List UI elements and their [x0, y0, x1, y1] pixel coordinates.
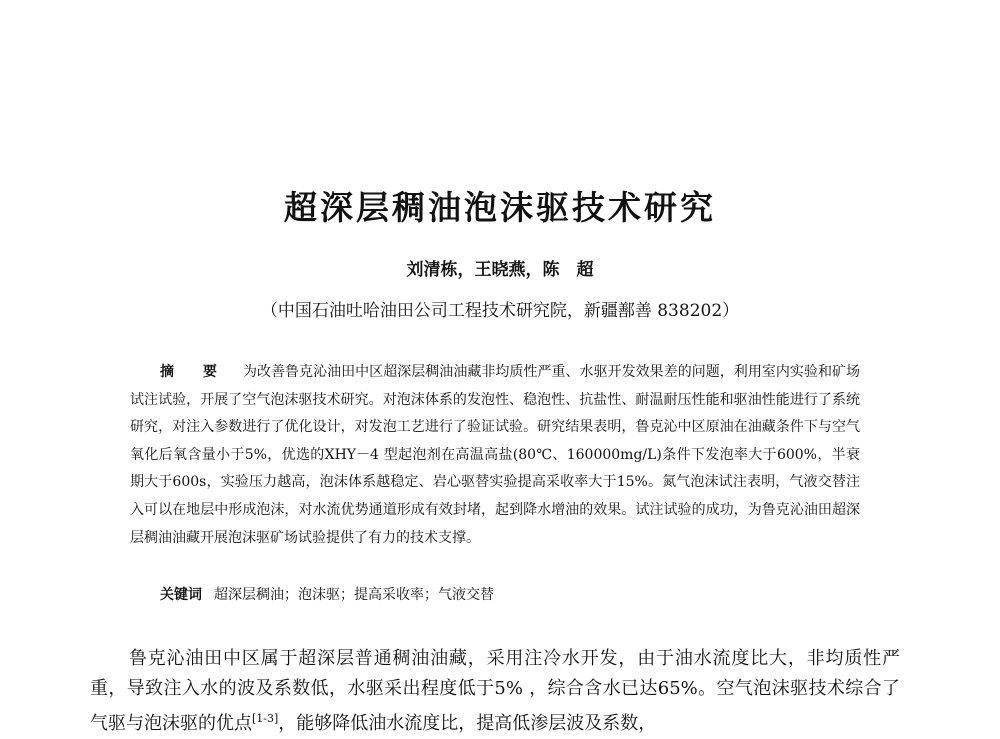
affiliation: （中国石油吐哈油田公司工程技术研究院，新疆鄯善 838202）	[260, 301, 740, 321]
keywords-label: 关键词	[160, 587, 202, 603]
keywords-text: 超深层稠油；泡沫驱；提高采收率；气液交替	[214, 587, 494, 603]
abstract-block	[130, 359, 860, 552]
paper-title: 超深层稠油泡沫驱技术研究	[284, 188, 716, 227]
body-paragraph	[90, 644, 900, 739]
abstract-label: 摘 要	[160, 364, 229, 380]
author-list: 刘清栋，王晓燕，陈 超	[406, 260, 594, 280]
body-text-part1: 鲁克沁油田中区属于超深层普通稠油油藏，采用注冷水开发，由于油水流度比大，非均质性严重，导致注入水的波及系数低，水驱采出程度低于5% ，综合含水已达65%。空气泡沫驱技术综合了气驱与泡沫驱的优点	[90, 648, 900, 734]
citation-reference: [1-3]	[252, 712, 279, 725]
keywords-block	[160, 582, 494, 608]
abstract-text: 为改善鲁克沁油田中区超深层稠油油藏非均质性严重、水驱开发效果差的问题，利用室内实验和矿场试注试验，开展了空气泡沫驱技术研究。对泡沫体系的发泡性、稳泡性、抗盐性、耐温耐压性能和驱油性能进行了系统研究，对注入参数进行了优化设计，对发泡工艺进行了验证试验。研究结果表明，鲁克沁中区原油在油藏条件下与空气氧化后氧含量小于5%，优选的XHY－4 型起泡剂在高温高盐(80℃、160000mg/L)条件下发泡率大于600%，半衰期大于600s，实验压力越高，泡沫体系越稳定、岩心驱替实验提高采收率大于15%。氮气泡沫试注表明，气液交替注入可以在地层中形成泡沫，对水流优势通道形成有效封堵，起到降水增油的效果。试注试验的成功，为鲁克沁油田超深层稠油油藏开展泡沫驱矿场试验提供了有力的技术支撑。	[130, 364, 861, 546]
body-text-part2: ，能够降低油水流度比，提高低渗层波及系数，	[278, 713, 657, 734]
